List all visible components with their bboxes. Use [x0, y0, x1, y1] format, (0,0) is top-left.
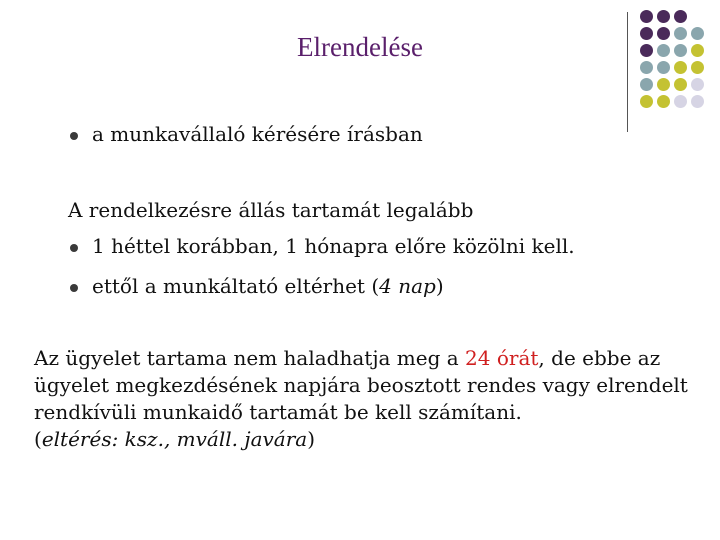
bullet-text: ettől a munkáltató eltérhet (: [92, 274, 380, 298]
dot: [657, 44, 670, 57]
dot: [640, 44, 653, 57]
dot: [691, 27, 704, 40]
dot: [674, 78, 687, 91]
dot: [640, 61, 653, 74]
bullet-item: [92, 274, 444, 298]
dot: [674, 27, 687, 40]
dot: [674, 95, 687, 108]
note-text: eltérés: ksz., mváll. javára: [41, 427, 308, 451]
bullet-text-end: ): [435, 274, 444, 298]
dot: [674, 44, 687, 57]
bullet-item: 1 héttel korábban, 1 hónapra előre közölni kell.: [92, 234, 575, 258]
bullet-marker: [70, 284, 78, 292]
bullet-marker: [70, 244, 78, 252]
bullet-text-italic: 4 nap: [379, 274, 436, 298]
note-close: ): [307, 427, 316, 451]
dot: [674, 10, 687, 23]
dot: [657, 95, 670, 108]
dot: [657, 10, 670, 23]
highlight-text: 24 órát: [465, 346, 539, 370]
bullet-marker: [70, 132, 78, 140]
note-open: (: [34, 427, 42, 451]
dot: [691, 95, 704, 108]
body-paragraph: [34, 345, 714, 453]
bullet-item: a munkavállaló kérésére írásban: [92, 122, 423, 146]
decorative-dot-grid: [640, 10, 712, 118]
dot: [674, 61, 687, 74]
dot: [640, 10, 653, 23]
dot: [691, 44, 704, 57]
section-heading: A rendelkezésre állás tartamát legalább: [68, 198, 474, 222]
paragraph-text: , de ebbe az ügyelet megkezdésének napjára beosztott rendes vagy elrendelt rendkívüli munkaidő tartamát be kell számítani.: [34, 346, 688, 424]
dot: [691, 78, 704, 91]
dot: [640, 95, 653, 108]
slide-title: Elrendelése: [297, 32, 423, 62]
dot: [657, 61, 670, 74]
dot: [691, 61, 704, 74]
dot: [640, 27, 653, 40]
dot: [657, 27, 670, 40]
dot: [657, 78, 670, 91]
divider-line: [627, 12, 628, 132]
dot: [640, 78, 653, 91]
paragraph-text: Az ügyelet tartama nem haladhatja meg a: [34, 346, 466, 370]
